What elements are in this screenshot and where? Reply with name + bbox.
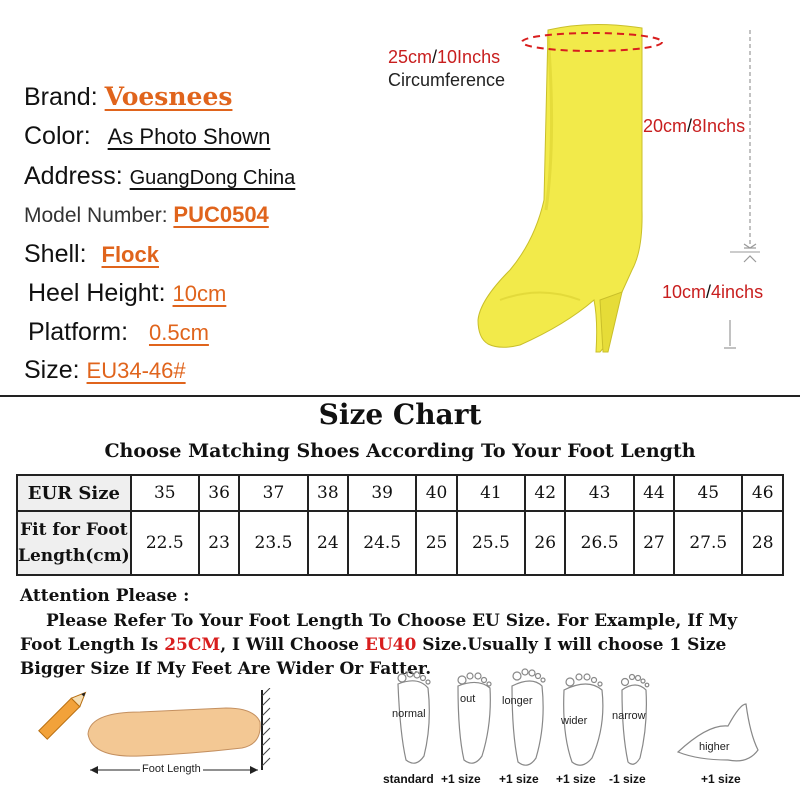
foot-length-header — [17, 511, 131, 575]
foot-type-normal-label: normal — [392, 708, 426, 720]
section-divider — [0, 395, 800, 397]
spec-address-label: Address: — [24, 162, 123, 190]
attention-example-length: 25CM — [164, 635, 221, 655]
size-chart-title: Size Chart — [318, 398, 482, 431]
foot-type-narrow-advice: -1 size — [609, 772, 646, 786]
circumference-dimension: 25cm/10Inchs — [388, 47, 501, 67]
spec-shell-value: Flock — [101, 242, 159, 267]
spec-size — [24, 356, 186, 385]
attention-example-size: EU40 — [364, 635, 417, 655]
attention-title: Attention Please : — [20, 586, 190, 606]
shaft-in: 8Inchs — [692, 116, 746, 136]
foot-length-cell: 28 — [742, 511, 783, 575]
spec-platform-label: Platform: — [28, 318, 129, 346]
foot-length-cell: 25 — [416, 511, 456, 575]
eur-size-header: EUR Size — [17, 475, 131, 511]
spec-brand — [24, 82, 232, 112]
heel-in: 4inchs — [711, 282, 764, 302]
heel-cm: 10cm — [662, 282, 707, 302]
spec-color-value: As Photo Shown — [107, 124, 271, 149]
foot-type-out-advice: +1 size — [441, 772, 481, 786]
spec-heel-label: Heel Height: — [28, 279, 166, 307]
eur-size-cell: 41 — [457, 475, 525, 511]
foot-type-longer-label: longer — [502, 695, 533, 707]
attention-text-1: Please Refer To Your Foot Length To Choose EU Size. For Example, If My Foot Length Is — [20, 611, 738, 655]
spec-size-label: Size: — [24, 356, 80, 384]
spec-brand-value: Voesnees — [104, 82, 233, 111]
foot-length-cell: 27 — [634, 511, 674, 575]
foot-length-row — [17, 511, 783, 575]
spec-heel — [28, 279, 226, 308]
eur-size-cell: 37 — [239, 475, 307, 511]
heel-dimension: 10cm/4inchs — [662, 282, 764, 302]
foot-length-cell: 27.5 — [674, 511, 742, 575]
foot-type-wider-label: wider — [561, 715, 588, 727]
spec-model-value: PUC0504 — [173, 202, 269, 227]
spec-brand-label: Brand: — [24, 83, 98, 111]
eur-size-cell: 39 — [348, 475, 416, 511]
foot-length-cell: 23 — [199, 511, 239, 575]
spec-heel-value: 10cm — [172, 281, 227, 306]
circumference-in: 10Inchs — [437, 47, 501, 67]
foot-length-cell: 26.5 — [565, 511, 633, 575]
spec-size-value: EU34-46# — [86, 358, 186, 383]
attention-text-3: Size.Usually I will choose 1 Size Bigger Size If My Feet Are Wider Or Fatter. — [20, 635, 727, 679]
foot-type-higher-label: higher — [699, 741, 730, 753]
circumference-label: Circumference — [388, 70, 506, 90]
eur-size-cell: 38 — [308, 475, 348, 511]
shaft-dimension: 20cm/8Inchs — [643, 116, 746, 136]
eur-size-cell: 36 — [199, 475, 239, 511]
foot-length-cell: 23.5 — [239, 511, 307, 575]
spec-address-value: GuangDong China — [129, 167, 296, 189]
eur-size-cell: 42 — [525, 475, 565, 511]
foot-type-narrow-label: narrow — [612, 710, 646, 722]
foot-length-cell: 25.5 — [457, 511, 525, 575]
circumference-cm: 25cm — [388, 47, 433, 67]
foot-length-cell: 24 — [308, 511, 348, 575]
spec-model — [24, 202, 269, 228]
spec-shell — [24, 240, 159, 269]
foot-type-wider-advice: +1 size — [556, 772, 596, 786]
eur-size-cell: 44 — [634, 475, 674, 511]
eur-size-cell: 40 — [416, 475, 456, 511]
eur-size-cell: 45 — [674, 475, 742, 511]
spec-color — [24, 122, 270, 151]
foot-type-higher-advice: +1 size — [701, 772, 741, 786]
foot-length-label: Foot Length — [142, 763, 201, 775]
shaft-cm: 20cm — [643, 116, 688, 136]
spec-shell-label: Shell: — [24, 240, 87, 268]
eur-size-cell: 43 — [565, 475, 633, 511]
foot-length-cell: 26 — [525, 511, 565, 575]
spec-platform — [28, 318, 209, 347]
size-chart-table — [16, 474, 784, 576]
foot-length-header-line1: Fit for Foot — [20, 520, 128, 540]
eur-size-cell: 35 — [131, 475, 199, 511]
spec-color-label: Color: — [24, 122, 91, 150]
spec-platform-value: 0.5cm — [148, 320, 209, 345]
foot-type-out-label: out — [460, 693, 476, 705]
eur-size-row — [17, 475, 783, 511]
attention-text-2: , I Will Choose — [220, 635, 365, 655]
foot-length-cell: 22.5 — [131, 511, 199, 575]
foot-type-normal-advice: standard — [383, 772, 434, 786]
spec-model-label: Model Number: — [24, 204, 168, 227]
eur-size-cell: 46 — [742, 475, 783, 511]
foot-length-header-line2: Length(cm) — [18, 546, 130, 566]
foot-type-longer-advice: +1 size — [499, 772, 539, 786]
spec-address — [24, 162, 295, 191]
foot-length-cell: 24.5 — [348, 511, 416, 575]
size-chart-subtitle: Choose Matching Shoes According To Your Foot Length — [104, 440, 696, 462]
